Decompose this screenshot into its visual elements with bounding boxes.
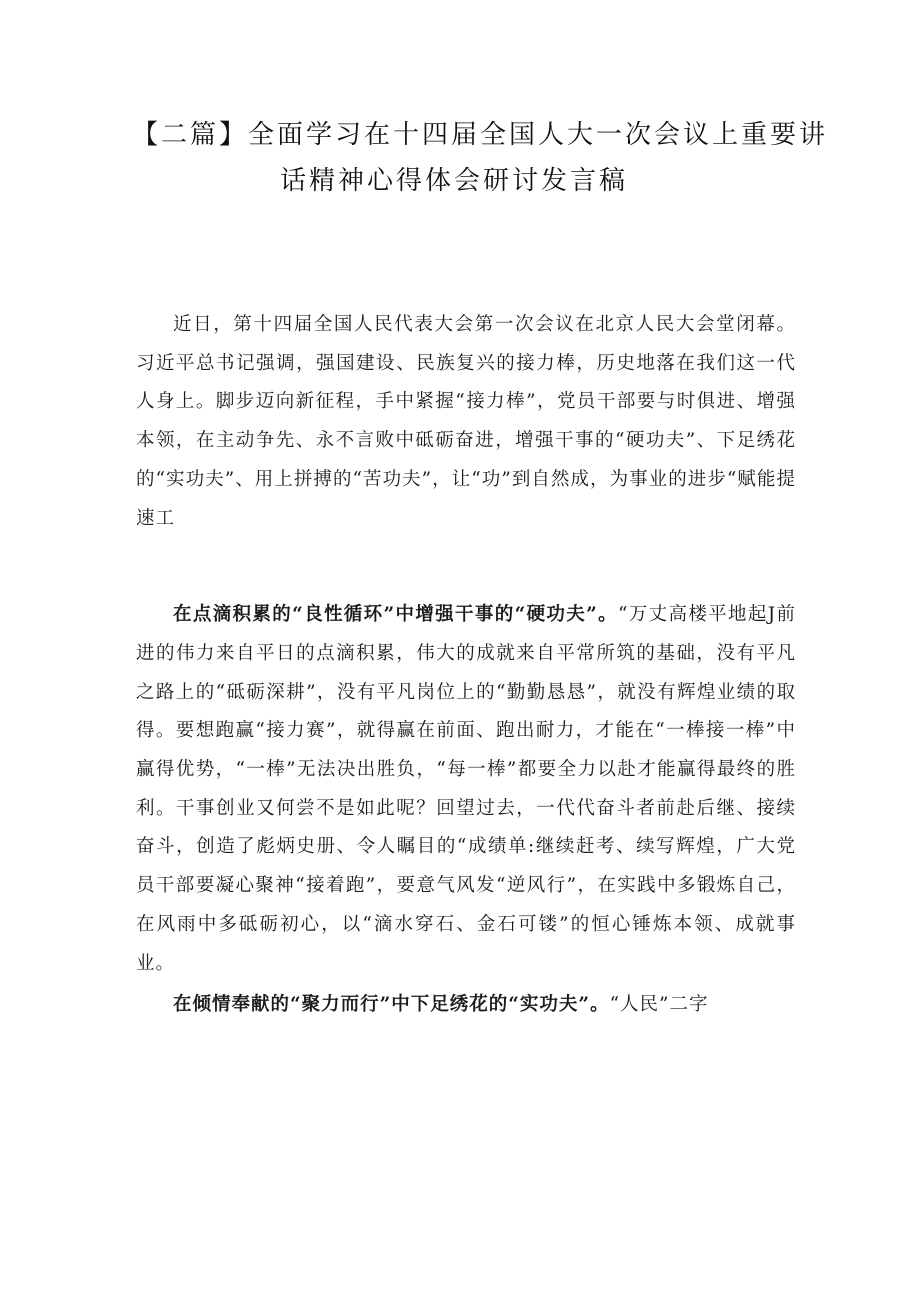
paragraph-text: “人民”二字 xyxy=(609,994,709,1016)
document-body xyxy=(136,306,796,1025)
title-line-1: 【二篇】全面学习在十四届全国人大一次会议上重要讲 xyxy=(132,120,829,150)
section-heading: 在倾情奉献的“聚力而行”中下足绣花的“实功夫”。 xyxy=(173,994,610,1016)
paragraph-section-2 xyxy=(136,986,796,1025)
paragraph-text: 近日，第十四届全国人民代表大会第一次会议在北京人民大会堂闭幕。习近平总书记强调，强国建设、民族复兴的接力棒，历史地落在我们这一代人身上。脚步迈向新征程，手中紧握“接力棒”，党员干部要与时俱进、增强本领，在主动争先、永不言败中砥砺奋进，增强干事的“硬功夫”、下足绣花的“实功夫”、用上拼搏的“苦功夫”，让“功”到自然成，为事业的进步“赋能提速工 xyxy=(136,314,796,529)
document-title xyxy=(132,112,829,204)
section-heading: 在点滴积累的“良性循环”中增强干事的“硬功夫”。 xyxy=(173,604,618,626)
paragraph-text: “万丈高楼平地起J前进的伟力来自平日的点滴积累，伟大的成就来自平常所筑的基础，没有平凡之路上的“砥砺深耕”，没有平凡岗位上的“勤勤恳恳”，就没有辉煌业绩的取得。要想跑赢“接力赛”，就得赢在前面、跑出耐力，才能在“一棒接一棒”中赢得优势，“一棒”无法决出胜负，“每一棒”都要全力以赴才能赢得最终的胜利。干事创业又何尝不是如此呢？回望过去，一代代奋斗者前赴后继、接续奋斗，创造了彪炳史册、令人瞩目的“成绩单:继续赶考、续写辉煌，广大党员干部要凝心聚神“接着跑”，要意气风发“逆风行”，在实践中多锻炼自己，在风雨中多砥砺初心，以“滴水穿石、金石可镂”的恒心锤炼本领、成就事业。 xyxy=(136,604,796,974)
title-line-2: 话精神心得体会研讨发言稿 xyxy=(280,166,629,196)
paragraph-intro xyxy=(136,306,796,538)
paragraph-section-1 xyxy=(136,596,796,983)
